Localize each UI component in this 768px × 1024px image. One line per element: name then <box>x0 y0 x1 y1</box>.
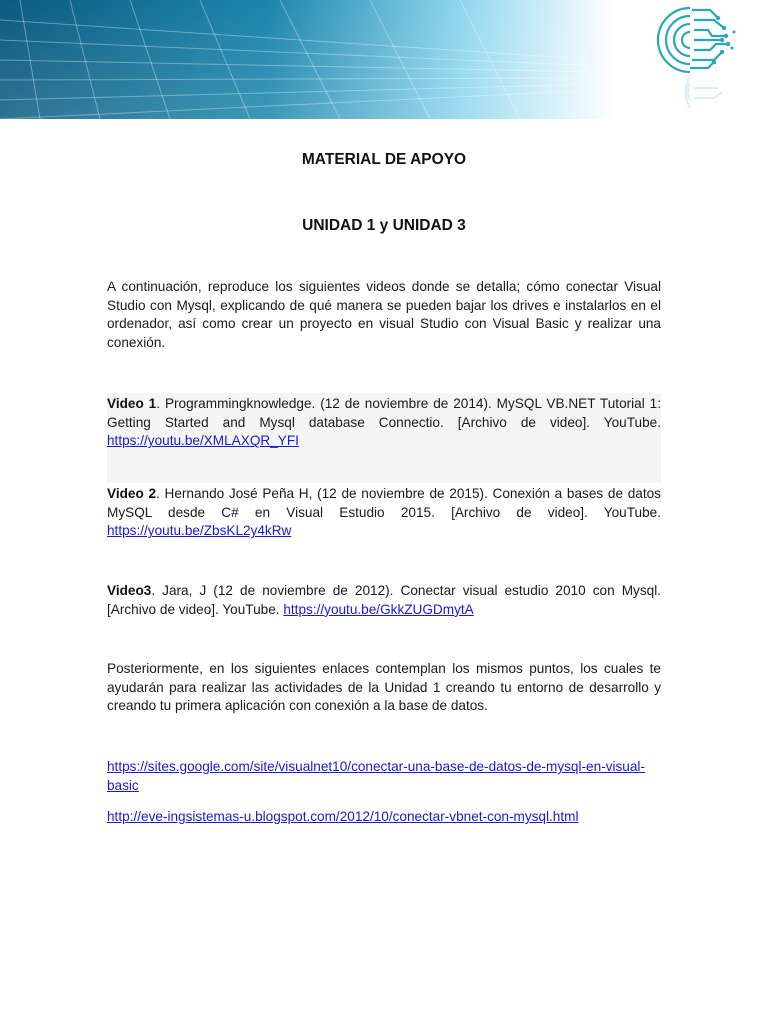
external-link-2[interactable]: http://eve-ingsistemas-u.blogspot.com/2012/10/conectar-vbnet-con-mysql.html <box>107 809 579 824</box>
video-2-link[interactable]: https://youtu.be/ZbsKL2y4kRw <box>107 523 292 539</box>
followup-paragraph: Posteriormente, en los siguientes enlaces contemplan los mismos puntos, los cuales te ayudarán para realizar las actividades de la Unidad 1 creando tu entorno de desarrollo y creando tu primera aplicación con conexión a la base de datos. <box>107 661 661 714</box>
video-3-text: . Jara, J (12 de noviembre de 2012). Conectar visual estudio 2010 con Mysql. [Archivo de video]. YouTube. <box>107 583 661 617</box>
video-2-text: . Hernando José Peña H, (12 de noviembre de 2015). Conexión a bases de datos MySQL desde C# en Visual Estudio 2015. [Archivo de video]. YouTube. <box>107 486 661 520</box>
external-link-1[interactable]: https://sites.google.com/site/visualnet10/conectar-una-base-de-datos-de-mysql-en-visual-basic <box>107 759 645 793</box>
page-subtitle: UNIDAD 1 y UNIDAD 3 <box>302 217 466 234</box>
video-1-label: Video 1 <box>107 396 157 411</box>
video-2-reference <box>107 485 661 541</box>
video-1-link[interactable]: https://youtu.be/XMLAXQR_YFI <box>107 433 299 449</box>
video-1-reference <box>107 395 661 451</box>
video-3-reference <box>107 582 661 619</box>
circuit-globe-logo-icon <box>652 2 738 114</box>
video-1-text: . Programmingknowledge. (12 de noviembre de 2014). MySQL VB.NET Tutorial 1: Getting Started and Mysql database Connectio. [Archivo de video]. YouTube. <box>107 396 662 430</box>
external-link-1-container <box>107 758 667 795</box>
page-title: MATERIAL DE APOYO <box>301 151 467 168</box>
intro-paragraph: A continuación, reproduce los siguientes videos donde se detalla; cómo conectar Visual Studio con Mysql, explicando de qué manera se pueden bajar los drives e instalarlos en el ordenador, así como crear un proyecto en visual Studio con Visual Basic y realizar una conexión. <box>107 279 661 351</box>
video-3-link[interactable]: https://youtu.be/GkkZUGDmytA <box>283 601 474 617</box>
external-link-2-container <box>107 808 667 827</box>
video-3-label: Video3 <box>107 583 152 598</box>
video-2-label: Video 2 <box>107 486 157 501</box>
